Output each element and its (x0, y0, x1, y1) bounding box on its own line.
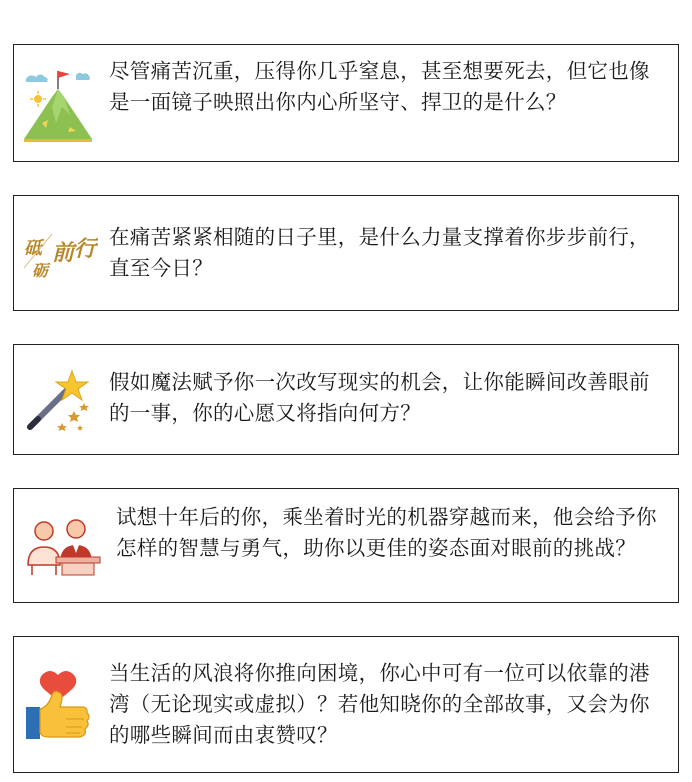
question-text-4: 试想十年后的你，乘坐着时光的机器穿越而来，他会给予你怎样的智慧与勇气，助你以更佳的姿态面对眼前的挑战？ (116, 505, 657, 560)
question-text-1: 尽管痛苦沉重，压得你几乎窒息，甚至想要死去，但它也像是一面镜子映照出你内心所坚守、捍卫的是什么？ (109, 59, 650, 114)
question-card-4 (13, 488, 679, 603)
calligraphy-icon (22, 224, 98, 288)
heart-thumbs-up-icon (22, 669, 94, 749)
question-card-3 (13, 344, 679, 455)
calligraphy-char: 行 (74, 236, 97, 262)
magic-wand-icon (22, 365, 94, 441)
calligraphy-char: 砥 (24, 238, 42, 259)
calligraphy-char: 前 (52, 240, 75, 266)
question-card-1 (13, 44, 679, 162)
question-card-2 (13, 195, 679, 311)
mentor-people-icon (22, 517, 102, 581)
question-text-3: 假如魔法赋予你一次改写现实的机会，让你能瞬间改善眼前的一事，你的心愿又将指向何方？ (109, 370, 650, 425)
mountain-flag-icon (22, 63, 94, 147)
question-text-5: 当生活的风浪将你推向困境，你心中可有一位可以依靠的港湾（无论现实或虚拟）？若他知晓你的全部故事，又会为你的哪些瞬间而由衷赞叹？ (109, 661, 650, 747)
question-card-5 (13, 636, 679, 773)
question-text-2: 在痛苦紧紧相随的日子里，是什么力量支撑着你步步前行，直至今日？ (109, 225, 650, 280)
calligraphy-char: 砺 (32, 261, 49, 280)
